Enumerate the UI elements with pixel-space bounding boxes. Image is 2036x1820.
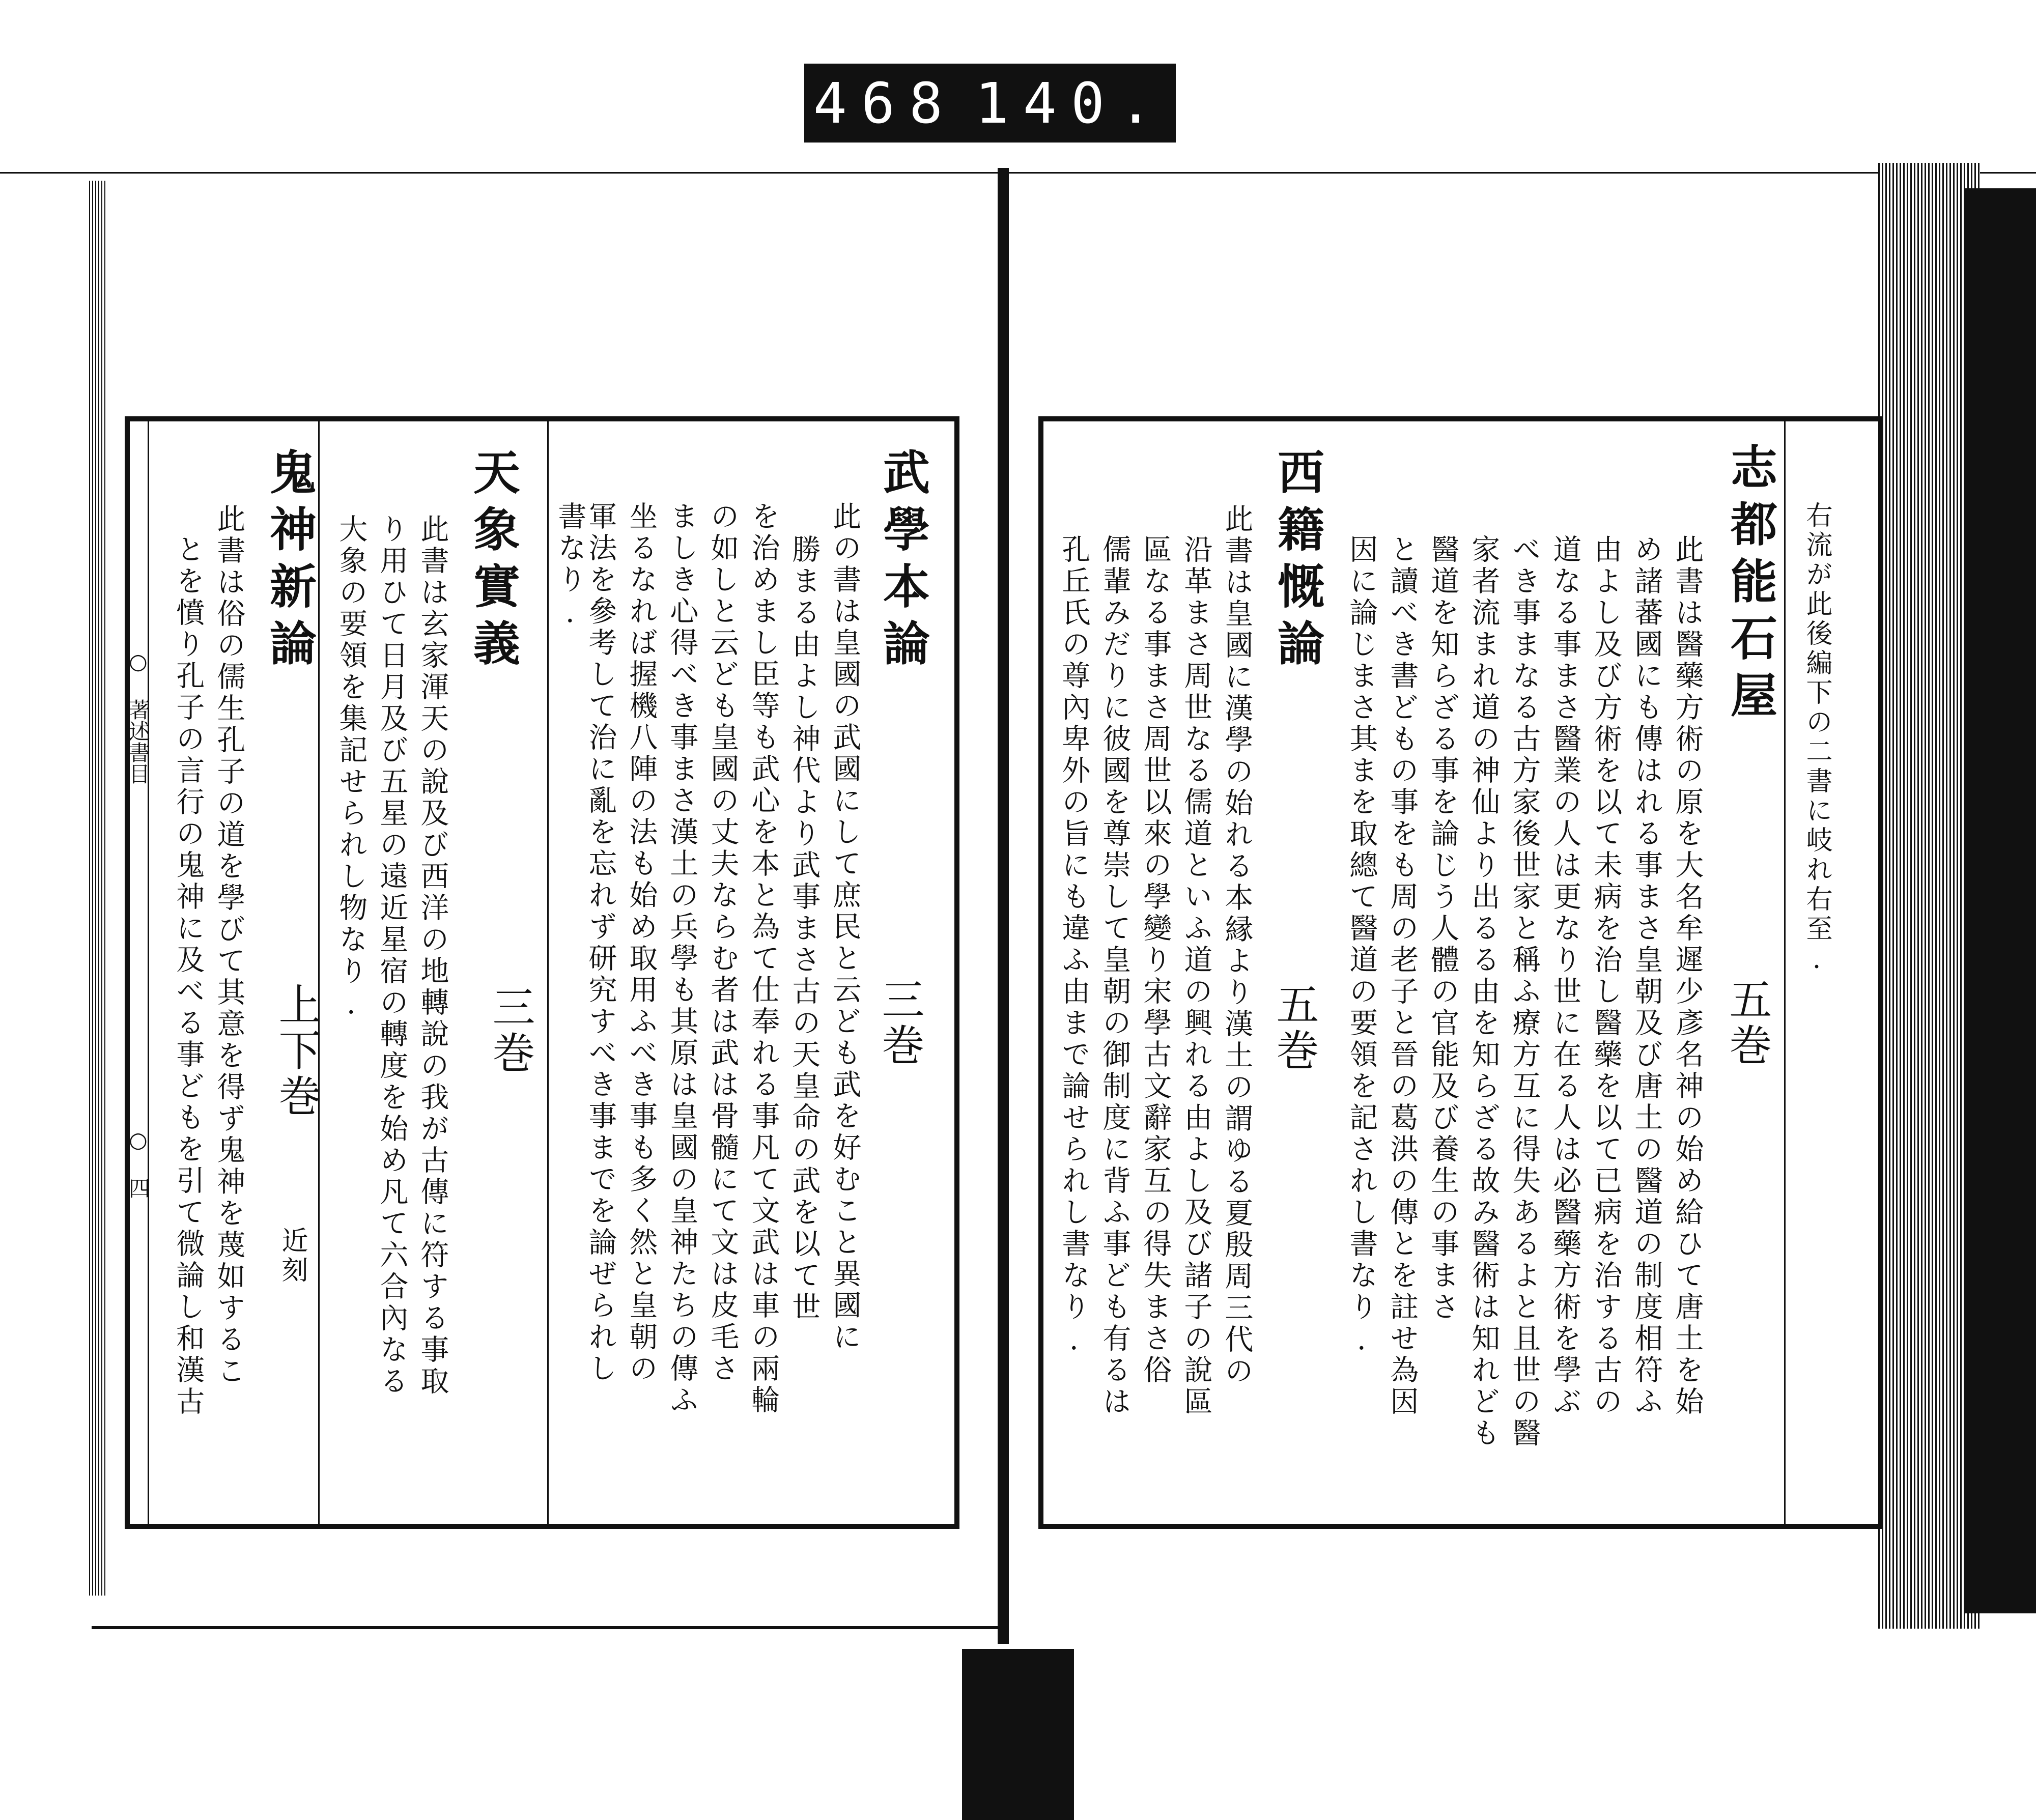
entry-volumes-tensho-jitsugi: 三巻 xyxy=(486,985,535,1076)
entry-text-line: 軍法を參考して治に亂を忘れず研究すべき事までを論ぜられし xyxy=(584,501,617,1385)
entry-text-line: べき事まなる古方家後世家と稱ふ療方互に得失あるよと且世の醫 xyxy=(1508,534,1541,1449)
entry-text-line: の如しと云ども皇國の丈夫ならむ者は武は骨髓にて文は皮毛さ xyxy=(706,501,740,1385)
entry-text-line: 此の書は皇國の武國にして庶民と云ども武を好むこと異國に xyxy=(828,501,862,1353)
left-footer-rule xyxy=(148,421,149,1524)
entry-text-line: め諸蕃國にも傳はれる事まさ皇朝及び唐土の醫道の制度相符ふ xyxy=(1630,534,1663,1418)
entry-text-line: 由よし及び方術を以て未病を治し醫藥を以て已病を治する古の xyxy=(1589,534,1623,1418)
right-page-header-note: 右流が此後編下の二書に岐れ右至. xyxy=(1801,501,1832,978)
entry-text-line: 此書は玄家渾天の說及び西洋の地轉說の我が古傳に符する事取 xyxy=(416,514,449,1398)
entry-text-line: 此書は俗の儒生孔子の道を學びて其意を得ず鬼神を蔑如するこ xyxy=(212,504,246,1387)
entry-text-line: 道なる事まさ醫業の人は更なり世に在る人は必醫藥方術を學ぶ xyxy=(1548,534,1582,1418)
entry-volumes-bugaku-honron: 三巻 xyxy=(875,977,925,1069)
entry-text-line: 孔丘氏の尊內卑外の旨にも違ふ由まで論せられし書なり. xyxy=(1057,534,1091,1359)
right-cover-edge xyxy=(1965,188,2036,1613)
entry-volumes-kishin-shinron: 上下巻 xyxy=(272,982,322,1120)
book-binding-shadow xyxy=(962,1649,1074,1820)
entry-text-line: 書なり. xyxy=(553,501,587,632)
left-col-rule xyxy=(547,421,549,1524)
book-top-edge xyxy=(0,172,2036,174)
entry-text-line: り用ひて日月及び五星の遠近星宿の轉度を始め凡て六合內なる xyxy=(375,514,409,1398)
entry-text-line: 家者流まれ道の神仙より出るる由を知らざる故み醫術は知れども xyxy=(1467,534,1501,1449)
entry-volumes-seiseki-gairon: 五巻 xyxy=(1269,982,1319,1074)
left-page-edges xyxy=(89,181,107,1596)
entry-text-line: 此書は皇國に漢學の始れる本縁より漢土の謂ゆる夏殷周三代の xyxy=(1220,504,1254,1387)
entry-title-shitsu-no-iwaya: 志都能石屋 xyxy=(1723,443,1778,728)
entry-text-line: 儒輩みだりに彼國を尊崇して皇朝の御制度に背ふ事ども有るは xyxy=(1098,534,1132,1418)
entry-text-line: 大象の要領を集記せられし物なり. xyxy=(334,514,368,1023)
frame-number-left: 468 xyxy=(813,70,957,136)
entry-title-kishin-shinron: 鬼神新論 xyxy=(262,448,317,676)
book-gutter xyxy=(998,168,1009,1644)
entry-text-line: ましき心得べき事まさ漢土の兵學も其原は皇國の皇神たちの傳ふ xyxy=(665,501,699,1416)
entry-text-line: を治めまし臣等も武心を本と為て仕奉れる事凡て文武は車の兩輪 xyxy=(747,501,780,1416)
entry-text-line: 醫道を知らざる事を論じう人體の官能及び養生の事まさ xyxy=(1426,534,1460,1323)
entry-title-tensho-jitsugi: 天象實義 xyxy=(466,448,521,676)
entry-title-bugaku-honron: 武學本論 xyxy=(875,448,930,676)
left-page-footer-title: ○ 著述書目 xyxy=(126,649,151,784)
entry-title-seiseki-gairon: 西籍慨論 xyxy=(1270,448,1325,676)
entry-text-line: 坐るなれば握機八陣の法も始め取用ふべき事も多く然と皇朝の xyxy=(625,501,658,1385)
entry-volumes-shitsu-no-iwaya: 五巻 xyxy=(1722,977,1772,1069)
entry-text-line: 此書は醫藥方術の原を大名牟遲少彥名神の始め給ひて唐土を始 xyxy=(1671,534,1704,1418)
entry-text-line: 因に論じまさ其まを取總て醫道の要領を記されし書なり. xyxy=(1345,534,1378,1359)
entry-text-line: 勝まる由よし神代より武事まさ古の天皇命の武を以て世 xyxy=(787,534,821,1323)
entry-text-line: と讀べき書どもの事をも周の老子と晉の葛洪の傳とを註せ為因 xyxy=(1385,534,1419,1418)
entry-text-line: 沿革まさ周世なる儒道といふ道の興れる由よし及び諸子の說區 xyxy=(1179,534,1213,1418)
frame-number-plate xyxy=(804,64,1176,143)
entry-text-line: 區なる事まさ周世以來の學變り宋學古文辭家互の得失まさ俗 xyxy=(1139,534,1172,1386)
left-page-number: ○ 四 xyxy=(126,1127,151,1199)
entry-text-line: とを憤り孔子の言行の鬼神に及べる事どもを引て微論し和漢古 xyxy=(172,534,205,1418)
frame-number-right: 140. xyxy=(975,70,1167,136)
entry-status-kishin-shinron: 近刻 xyxy=(277,1227,307,1286)
